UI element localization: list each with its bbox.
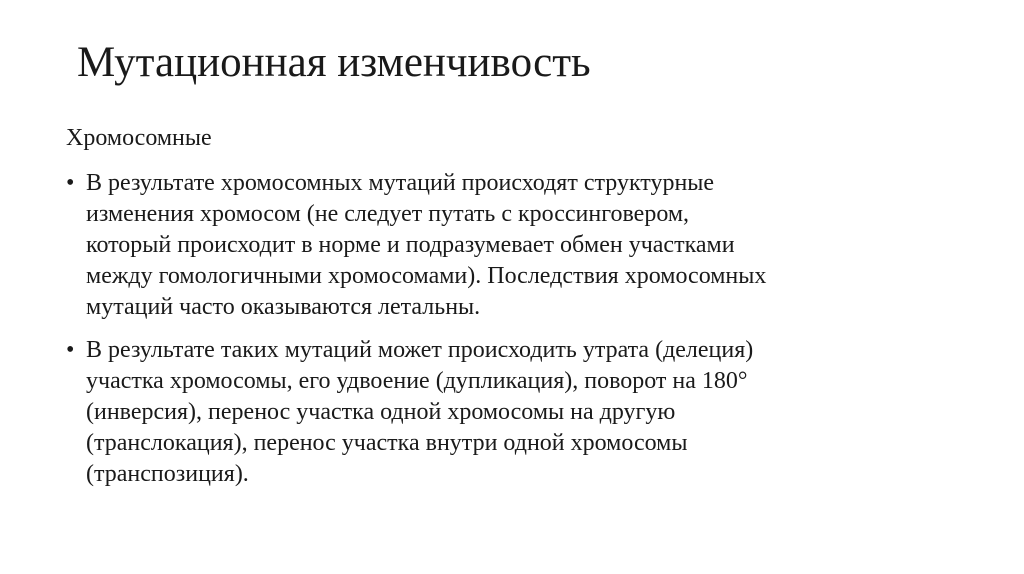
bullet-line: В результате хромосомных мутаций происходят структурные [86,170,715,196]
bullet-item-2 [66,335,946,490]
bullet-line: между гомологичными хромосомами). Последствия хромосомных [86,263,767,289]
bullet-marker: • [66,170,75,196]
bullet-line: участка хромосомы, его удвоение (дупликация), поворот на 180° [86,368,748,394]
bullet-line: который происходит в норме и подразумевает обмен участками [86,232,735,258]
section-subheading: Хромосомные [66,125,212,151]
bullet-line: изменения хромосом (не следует путать с кроссинговером, [86,201,690,227]
bullet-line: В результате таких мутаций может происходить утрата (делеция) [86,337,754,363]
bullet-item-1 [66,168,946,323]
bullet-line: (транспозиция). [86,461,249,487]
bullet-marker: • [66,337,75,363]
bullet-line: (инверсия), перенос участка одной хромосомы на другую [86,399,676,425]
bullet-list [66,168,946,502]
slide-title: Мутационная изменчивость [77,39,591,86]
bullet-line: мутаций часто оказываются летальны. [86,294,481,320]
bullet-line: (транслокация), перенос участка внутри одной хромосомы [86,430,688,456]
